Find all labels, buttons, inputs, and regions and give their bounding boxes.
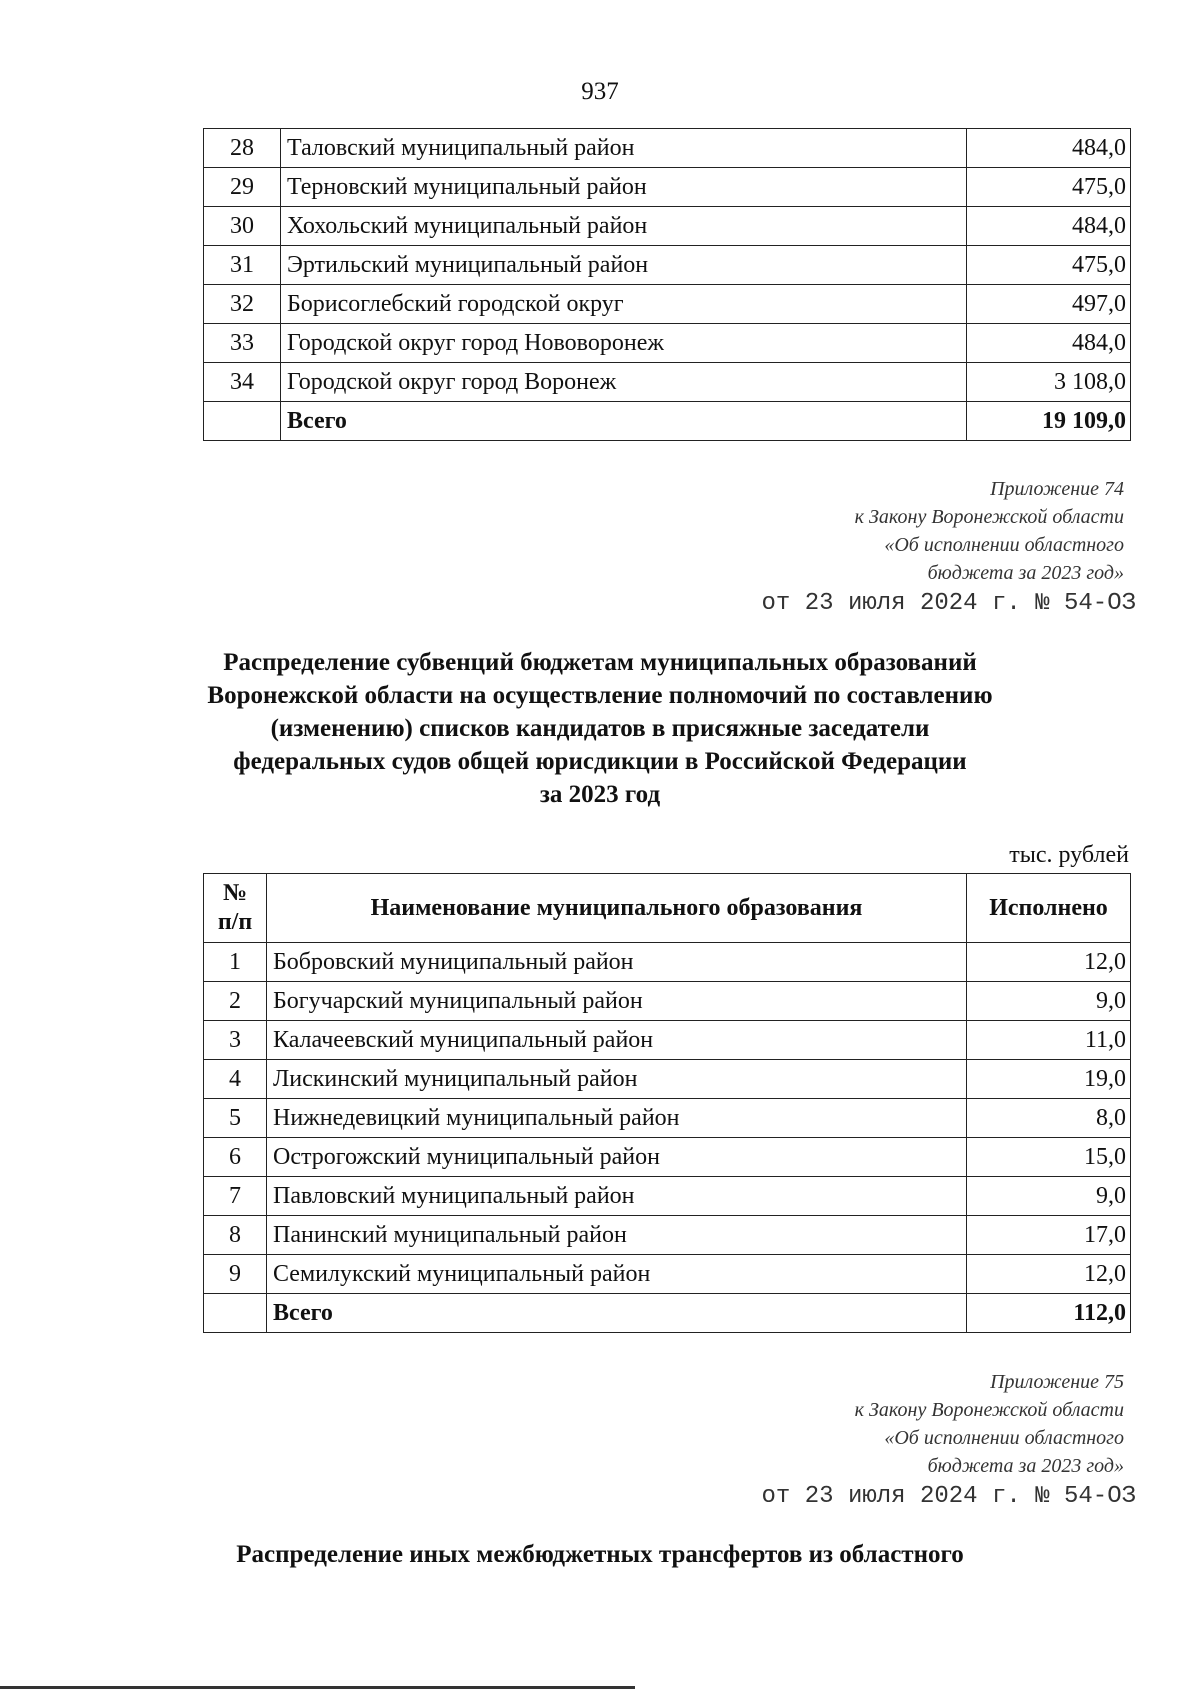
table-row (204, 324, 1131, 363)
appendix-75-caption (761, 1368, 1136, 1512)
amount: 11,0 (967, 1021, 1131, 1060)
table-row (204, 1255, 1131, 1294)
page-number: 937 (581, 78, 619, 105)
amount: 12,0 (967, 1255, 1131, 1294)
municipality-name: Нижнедевицкий муниципальный район (267, 1099, 967, 1138)
section-title (0, 646, 1200, 811)
row-number: 2 (204, 982, 267, 1021)
table-row (204, 207, 1131, 246)
table-row (204, 943, 1131, 982)
amount: 484,0 (967, 129, 1131, 168)
total-amount: 112,0 (967, 1294, 1131, 1333)
municipality-name: Городской округ город Воронеж (281, 363, 967, 402)
amount: 8,0 (967, 1099, 1131, 1138)
amount: 12,0 (967, 943, 1131, 982)
appendix-line: к Закону Воронежской области (854, 506, 1124, 528)
table-row (204, 1216, 1131, 1255)
row-number: 30 (204, 207, 281, 246)
municipality-name: Лискинский муниципальный район (267, 1060, 967, 1099)
row-number: 34 (204, 363, 281, 402)
amount: 484,0 (967, 207, 1131, 246)
amount: 484,0 (967, 324, 1131, 363)
row-number: 1 (204, 943, 267, 982)
row-number: 28 (204, 129, 281, 168)
row-number: 8 (204, 1216, 267, 1255)
title-line: за 2023 год (539, 781, 661, 808)
total-row (204, 402, 1131, 441)
units-label: тыс. рублей (1009, 842, 1129, 868)
amount: 15,0 (967, 1138, 1131, 1177)
table-row (204, 1138, 1131, 1177)
amount: 3 108,0 (967, 363, 1131, 402)
municipality-name: Калачеевский муниципальный район (267, 1021, 967, 1060)
amount: 475,0 (967, 168, 1131, 207)
table-row (204, 1021, 1131, 1060)
title-line: Воронежской области на осуществление полномочий по составлению (207, 682, 993, 709)
appendix-line: к Закону Воронежской области (854, 1399, 1124, 1421)
table-row (204, 982, 1131, 1021)
municipality-name: Таловский муниципальный район (281, 129, 967, 168)
total-amount: 19 109,0 (967, 402, 1131, 441)
appendix-line: «Об исполнении областного (884, 1427, 1124, 1449)
appendix-line: Приложение 75 (990, 1371, 1124, 1393)
amount: 9,0 (967, 1177, 1131, 1216)
appendix-line: бюджета за 2023 год» (927, 1455, 1124, 1477)
municipality-name: Терновский муниципальный район (281, 168, 967, 207)
title-line: Распределение субвенций бюджетам муниципальных образований (223, 649, 977, 676)
row-number: 6 (204, 1138, 267, 1177)
appendix-line: «Об исполнении областного (884, 534, 1124, 556)
table-row (204, 1099, 1131, 1138)
total-label: Всего (267, 1294, 967, 1333)
municipality-name: Богучарский муниципальный район (267, 982, 967, 1021)
row-number: 3 (204, 1021, 267, 1060)
decree-stamp: от 23 июля 2024 г. № 54-ОЗ (761, 590, 1136, 617)
column-header-value: Исполнено (967, 874, 1131, 943)
title-line: (изменению) списков кандидатов в присяжные заседатели (270, 715, 930, 742)
page-bottom-rule (0, 1686, 635, 1689)
table-row (204, 1177, 1131, 1216)
municipality-name: Бобровский муниципальный район (267, 943, 967, 982)
table-row (204, 1060, 1131, 1099)
municipality-name: Борисоглебский городской округ (281, 285, 967, 324)
decree-stamp: от 23 июля 2024 г. № 54-ОЗ (761, 1483, 1136, 1510)
amount: 17,0 (967, 1216, 1131, 1255)
row-number: 29 (204, 168, 281, 207)
appendix-line: бюджета за 2023 год» (927, 562, 1124, 584)
municipality-name: Семилукский муниципальный район (267, 1255, 967, 1294)
municipality-name: Павловский муниципальный район (267, 1177, 967, 1216)
table-row (204, 363, 1131, 402)
subvention-table (203, 873, 1131, 1333)
table-row (204, 129, 1131, 168)
amount: 19,0 (967, 1060, 1131, 1099)
row-number: 4 (204, 1060, 267, 1099)
amount: 9,0 (967, 982, 1131, 1021)
appendix-line: Приложение 74 (990, 478, 1124, 500)
row-number: 7 (204, 1177, 267, 1216)
amount: 497,0 (967, 285, 1131, 324)
row-number: 5 (204, 1099, 267, 1138)
table-header-row (204, 874, 1131, 943)
column-header-number: № п/п (204, 874, 267, 943)
total-label: Всего (281, 402, 967, 441)
row-number: 33 (204, 324, 281, 363)
municipality-name: Эртильский муниципальный район (281, 246, 967, 285)
section-title (0, 1538, 1200, 1571)
municipality-name: Хохольский муниципальный район (281, 207, 967, 246)
title-line: федеральных судов общей юрисдикции в Российской Федерации (233, 748, 967, 775)
appendix-74-caption (761, 475, 1136, 619)
table-row (204, 168, 1131, 207)
table-row (204, 246, 1131, 285)
column-header-name: Наименование муниципального образования (267, 874, 967, 943)
municipality-name: Острогожский муниципальный район (267, 1138, 967, 1177)
row-number: 31 (204, 246, 281, 285)
allocation-table-continued (203, 128, 1131, 441)
title-line: Распределение иных межбюджетных трансфертов из областного (236, 1541, 964, 1568)
row-number: 9 (204, 1255, 267, 1294)
row-number: 32 (204, 285, 281, 324)
table-row (204, 285, 1131, 324)
total-row (204, 1294, 1131, 1333)
municipality-name: Панинский муниципальный район (267, 1216, 967, 1255)
municipality-name: Городской округ город Нововоронеж (281, 324, 967, 363)
amount: 475,0 (967, 246, 1131, 285)
